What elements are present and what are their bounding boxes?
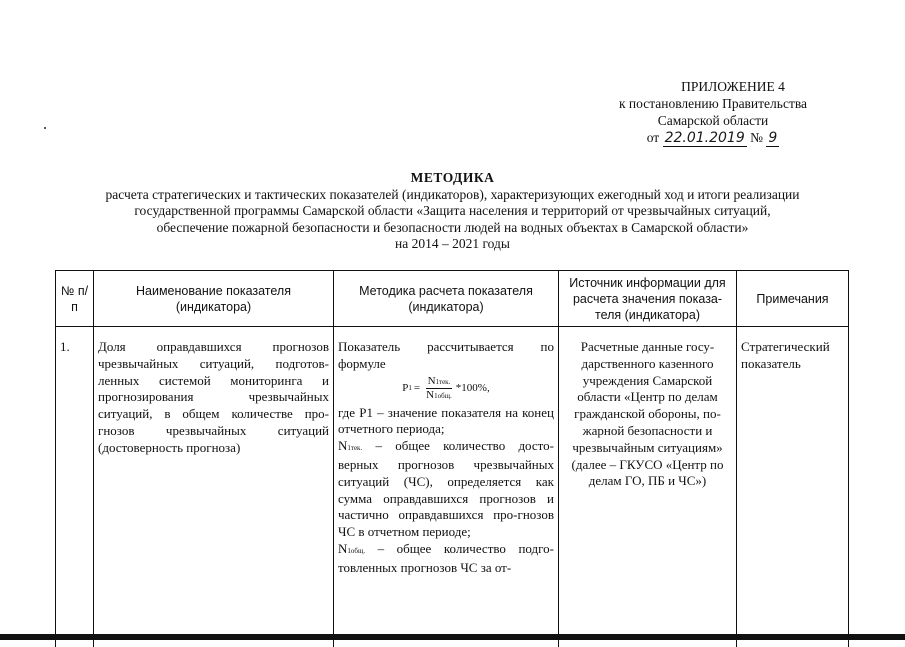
formula-tail: *100%, <box>455 382 490 395</box>
indicators-table <box>55 270 849 647</box>
formula-fraction <box>424 375 454 402</box>
cell-source: Расчетные данные госу-дарственного казенного учреждения Самарской области «Центр по делам гражданской обороны, по-жарной безопасности и чрезвычайным ситуациям» (далее – ГКУСО «Центр по делам ГО, ПБ и ЧС») <box>559 327 737 647</box>
method-intro: Показатель рассчитывается по формуле <box>338 339 554 371</box>
p2-text: – общее количество досто-верных прогнозов чрезвычайных ситуаций (ЧС), определяется как сумма оправдавшихся прогнозов и частично оправдавшихся про-гнозов ЧС в отчетном периоде; <box>338 438 554 540</box>
method-p2 <box>338 438 554 541</box>
subtitle-line: на 2014 – 2021 годы <box>395 236 510 251</box>
cell-note: Стратегический показатель <box>737 327 849 647</box>
attachment-line1: к постановлению Правительства <box>618 96 808 111</box>
attachment-date-line <box>583 129 843 147</box>
cell-indicator-name: Доля оправдавшихся прогнозов чрезвычайных ситуаций, подготов-ленных системой мониторинга и прогнозирования чрезвычайных ситуаций, в общем количестве про-гнозов чрезвычайных ситуаций (достоверность прогноза) <box>94 327 334 647</box>
cell-method <box>334 327 559 647</box>
formula-denominator <box>424 389 454 402</box>
p2-sub: 1тек. <box>347 444 363 453</box>
formula-numerator <box>426 375 453 389</box>
header-indicator-name: Наименование показателя (индикатора) <box>94 271 334 327</box>
document-heading: МЕТОДИКА <box>410 170 495 185</box>
scan-bottom-edge <box>0 634 905 640</box>
number-prefix: № <box>750 130 763 145</box>
formula <box>338 375 554 402</box>
attachment-title: ПРИЛОЖЕНИЕ 4 <box>681 79 785 94</box>
p3-text: – общее количество подго-товленных прогнозов ЧС за от- <box>338 540 554 575</box>
denominator-var: N <box>426 388 435 401</box>
denominator-sub: 1общ. <box>434 391 452 400</box>
header-notes: Примечания <box>737 271 849 327</box>
header-method: Методика расчета показателя (индикатора) <box>334 271 559 327</box>
formula-eq: = <box>413 382 421 395</box>
date-prefix: от <box>646 130 660 145</box>
method-p1: где P1 – значение показателя на конец отчетного периода; <box>338 404 554 437</box>
formula-lhs-sub: 1 <box>408 384 412 393</box>
table-row <box>56 327 849 647</box>
handwritten-date: 22.01.2019 <box>664 130 745 146</box>
p2-var: N <box>338 438 348 454</box>
numerator-var: N <box>427 374 436 387</box>
scan-speck <box>44 127 46 129</box>
handwritten-number: 9 <box>768 130 778 146</box>
attachment-header <box>583 78 843 147</box>
header-source: Источник информации для расчета значения показа-теля (индикатора) <box>559 271 737 327</box>
header-number: № п/п <box>56 271 94 327</box>
attachment-line2: Самарской области <box>657 113 769 128</box>
table-header-row <box>56 271 849 327</box>
subtitle-line: обеспечение пожарной безопасности и безопасности людей на водных объектах в Самарской области» <box>156 219 749 235</box>
p3-var: N <box>338 540 348 556</box>
numerator-sub: 1тек. <box>435 377 451 386</box>
subtitle-line: государственной программы Самарской области «Защита населения и территорий от чрезвычайных ситуаций, <box>134 203 771 218</box>
formula-lhs: P <box>402 382 409 395</box>
subtitle-line: расчета стратегических и тактических показателей (индикаторов), характеризующих ежегодный ход и итоги реализации <box>105 186 800 202</box>
cell-number: 1. <box>56 327 94 647</box>
p3-sub: 1общ. <box>347 546 366 555</box>
document-title-block <box>40 170 865 253</box>
method-p3 <box>338 541 554 577</box>
